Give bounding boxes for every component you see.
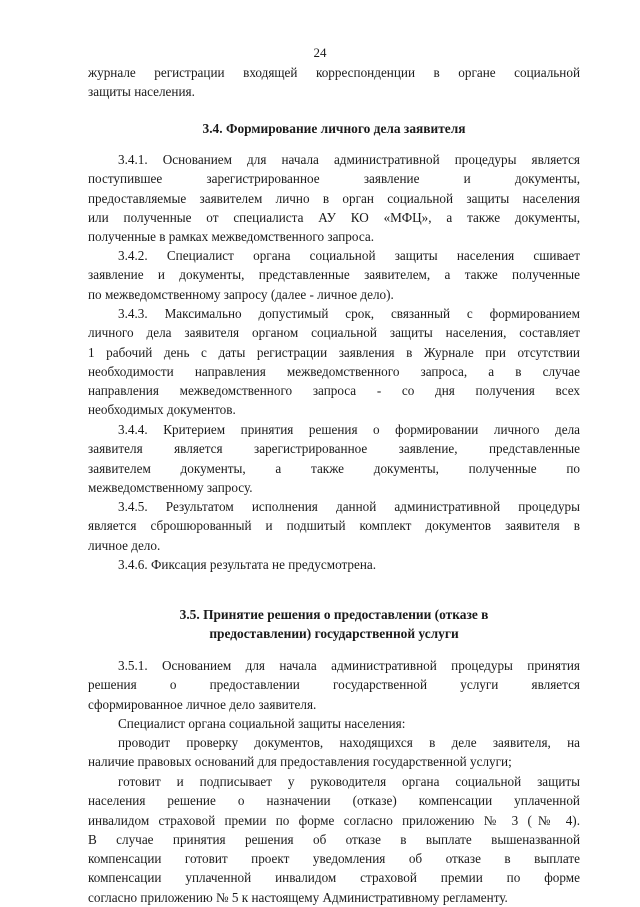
text-line: решения о предоставлении государственной услуги является — [88, 677, 580, 693]
text-line: 3.4.4. Критерием принятия решения о формировании личного дела — [118, 422, 580, 437]
text-line: журнале регистрации входящей корреспонденции в органе социальной — [88, 65, 580, 80]
text-line: 3.4.1. Основанием для начала административной процедуры является — [118, 152, 580, 167]
section-heading-3-5 — [88, 605, 580, 644]
intro-paragraph — [88, 63, 580, 102]
text-line: личного дела заявителя органом социальной защиты населения, составляет — [88, 325, 580, 341]
text-line: поступившее зарегистрированное заявление и документы, — [88, 171, 580, 187]
text-line: компенсации готовит проект уведомления об отказе в выплате — [88, 851, 580, 867]
heading-line: 3.5. Принятие решения о предоставлении (отказе в — [179, 607, 489, 622]
text-line: является сброшюрованный и подшитый комплект документов заявителя в — [88, 518, 580, 534]
text-line: защиты населения. — [88, 84, 195, 100]
text-line: необходимости направления межведомственного запроса, а в случае — [88, 363, 580, 379]
text-line: по межведомственному запросу (далее - личное дело). — [88, 286, 394, 302]
text-line: заявителем документы, а также документы, полученные по — [88, 460, 580, 476]
text-line: населения решение о назначении (отказе) компенсации уплаченной — [88, 793, 580, 809]
paragraph-checks — [88, 733, 580, 772]
text-line: личное дело. — [88, 537, 161, 553]
text-line: В случае принятия решения об отказе в выплате вышеназванной — [88, 831, 580, 847]
text-line: предоставляемые заявителем лично в орган социальной защиты населения — [88, 190, 580, 206]
text-line: необходимых документов. — [88, 402, 236, 418]
text-line: согласно приложению № 5 к настоящему Административному регламенту. — [88, 889, 508, 905]
paragraph-decision — [88, 772, 580, 907]
text-line: 3.4.6. Фиксация результата не предусмотрена. — [118, 557, 377, 572]
paragraph-specialist — [88, 714, 580, 733]
text-line: 3.4.3. Максимально допустимый срок, связанный с формированием — [118, 306, 580, 321]
text-line: наличие правовых оснований для предоставления государственной услуги; — [88, 754, 512, 770]
text-line: компенсации уплаченной инвалидом страховой премии по форме — [88, 870, 580, 886]
text-line: проводит проверку документов, находящихся в деле заявителя, на — [118, 735, 580, 750]
text-line: сформированное личное дело заявителя. — [88, 696, 317, 712]
text-line: заявителя является зарегистрированное заявление, представленные — [88, 441, 580, 457]
text-line: или полученные от специалиста АУ КО «МФЦ», а также документы, — [88, 209, 580, 225]
text-line: заявление и документы, представленные заявителем, а также полученные — [88, 267, 580, 283]
text-line: инвалидом страховой премии по форме согласно приложению № 3 (№ 4). — [88, 812, 580, 828]
paragraph-3-4-4 — [88, 420, 580, 497]
paragraph-3-4-2 — [88, 246, 580, 304]
text-line: 3.4.2. Специалист органа социальной защиты населения сшивает — [118, 248, 580, 263]
text-line: 1 рабочий день с даты регистрации заявления в Журнале при отсутствии — [88, 344, 580, 360]
text-line: Специалист органа социальной защиты населения: — [118, 716, 406, 731]
text-line: межведомственному запросу. — [88, 479, 253, 495]
paragraph-3-4-5 — [88, 497, 580, 555]
paragraph-3-4-6 — [88, 555, 580, 574]
text-line: полученные в рамках межведомственного запроса. — [88, 229, 374, 245]
paragraph-3-4-3 — [88, 304, 580, 420]
section-heading-3-4: 3.4. Формирование личного дела заявителя — [202, 121, 466, 136]
text-line: 3.4.5. Результатом исполнения данной административной процедуры — [118, 499, 580, 514]
text-line: 3.5.1. Основанием для начала административной процедуры принятия — [118, 658, 580, 673]
page-number: 24 — [313, 45, 327, 60]
paragraph-3-4-1 — [88, 150, 580, 246]
text-line: готовит и подписывает у руководителя органа социальной защиты — [118, 774, 580, 789]
heading-line: предоставлении) государственной услуги — [209, 626, 459, 642]
text-line: направления межведомственного запроса - со дня получения всех — [88, 383, 580, 399]
paragraph-3-5-1 — [88, 656, 580, 714]
